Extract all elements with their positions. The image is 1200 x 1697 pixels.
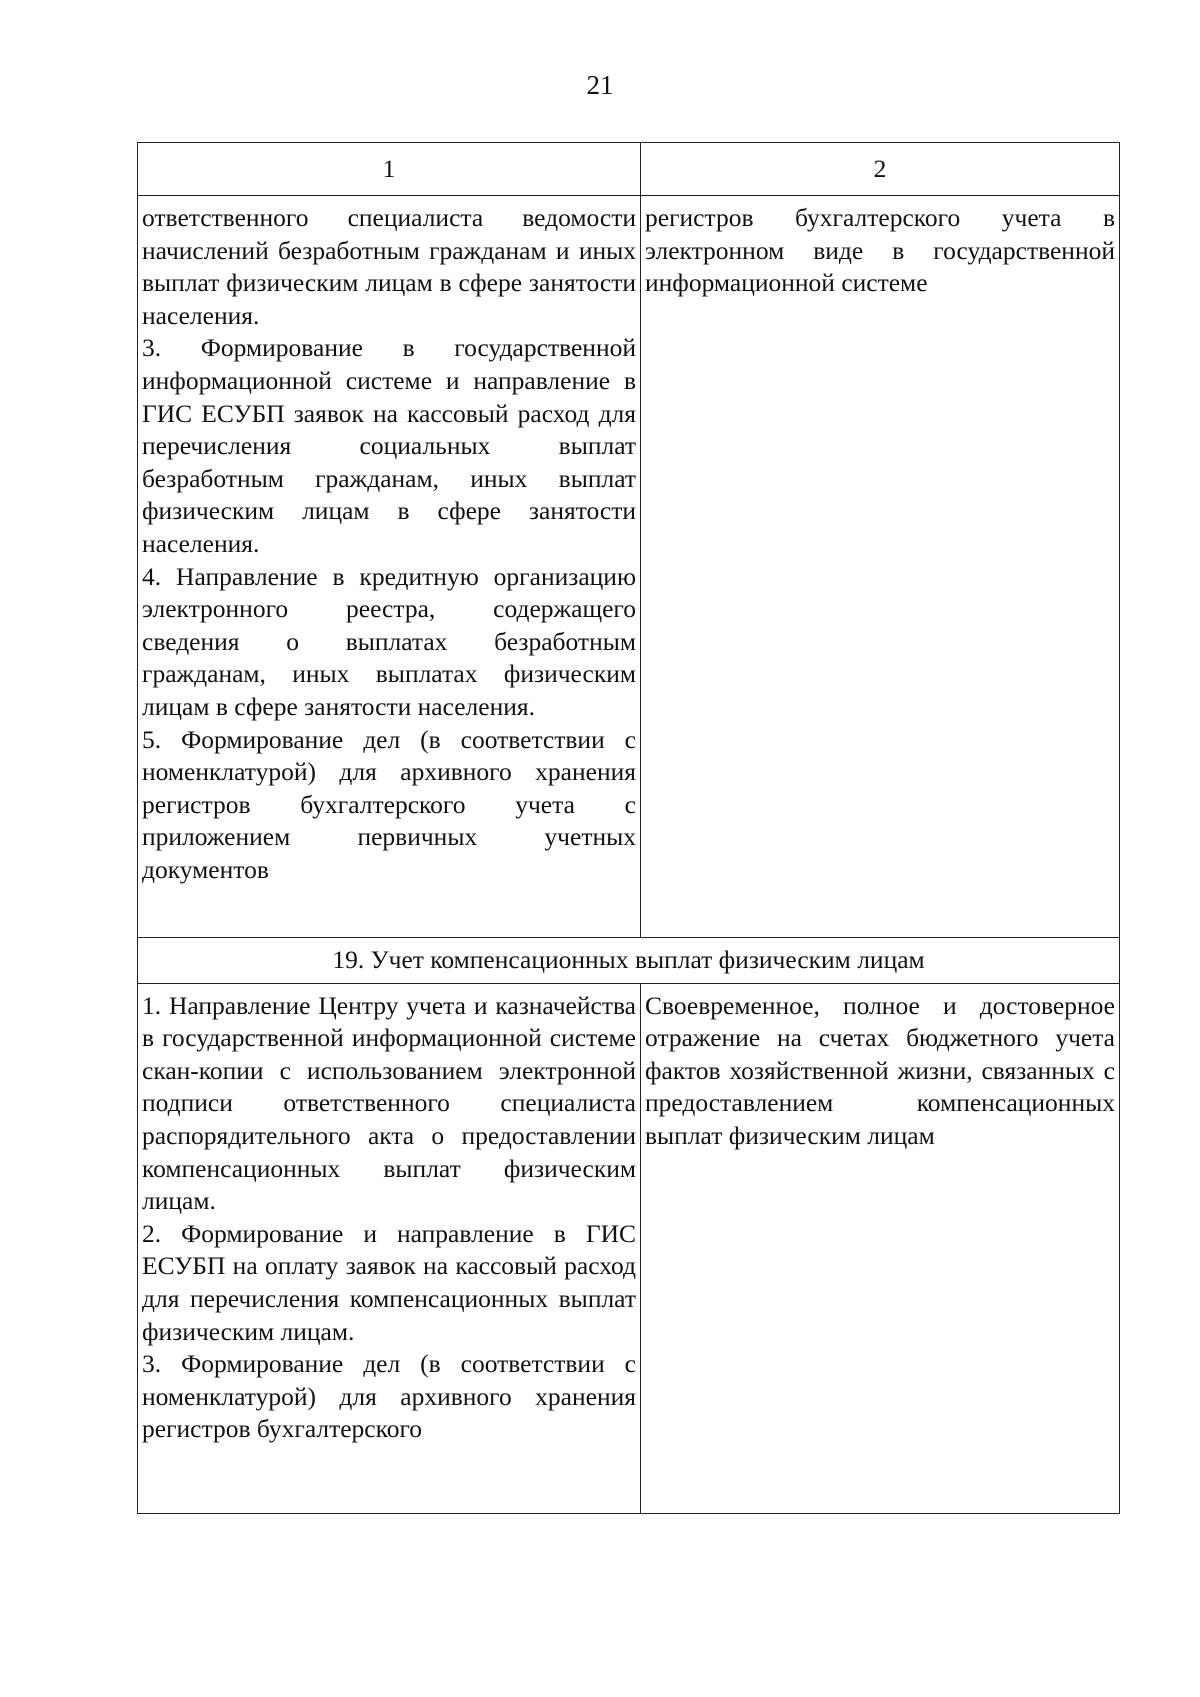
paragraph: 4. Направление в кредитную организацию электронного реестра, содержащего сведения о выплатах безработным гражданам, иных выплатах физическим лицам в сфере занятости населения. <box>142 561 636 721</box>
paragraph: 3. Формирование дел (в соответствии с номенклатурой) для архивного хранения регистров бухгалтерского <box>142 1349 636 1444</box>
table-cell-col2 <box>641 196 1120 938</box>
table-cell-col1 <box>138 983 641 1513</box>
paragraph: 2. Формирование и направление в ГИС ЕСУБП на оплату заявок на кассовый расход для перечисления компенсационных выплат физическим лицам. <box>142 1218 636 1346</box>
paragraph: 1. Направление Центру учета и казначейства в государственной информационной системе скан-копии с использованием электронной подписи ответственного специалиста распорядительного акта о предоставлении компенсационных выплат физическим лицам. <box>142 990 636 1216</box>
table-cell-col2 <box>641 983 1120 1513</box>
table-header-row <box>138 143 1120 196</box>
paragraph: 3. Формирование в государственной информационной системе и направление в ГИС ЕСУБП заявок на кассовый расход для перечисления социальных выплат безработным гражданам, иных выплат физическим лицам в сфере занятости населения. <box>142 333 636 558</box>
paragraph: Своевременное, полное и достоверное отражение на счетах бюджетного учета фактов хозяйственной жизни, связанных с предоставлением компенсационных выплат физическим лицам <box>645 990 1115 1150</box>
paragraph: регистров бухгалтерского учета в электронном виде в государственной информационной системе <box>645 203 1115 298</box>
table-row <box>138 983 1120 1513</box>
paragraph: ответственного специалиста ведомости начислений безработным гражданам и иных выплат физическим лицам в сфере занятости населения. <box>142 203 636 330</box>
table-row <box>138 196 1120 938</box>
paragraph: 5. Формирование дел (в соответствии с номенклатурой) для архивного хранения регистров бухгалтерского учета с приложением первичных учетных документов <box>142 724 636 884</box>
page-number: 21 <box>586 70 614 100</box>
document-table <box>137 142 1120 1514</box>
column-header-2: 2 <box>641 143 1120 196</box>
section-title: 19. Учет компенсационных выплат физическим лицам <box>138 938 1120 984</box>
column-header-1: 1 <box>138 143 641 196</box>
table-cell-col1 <box>138 196 641 938</box>
section-header-row <box>138 938 1120 984</box>
